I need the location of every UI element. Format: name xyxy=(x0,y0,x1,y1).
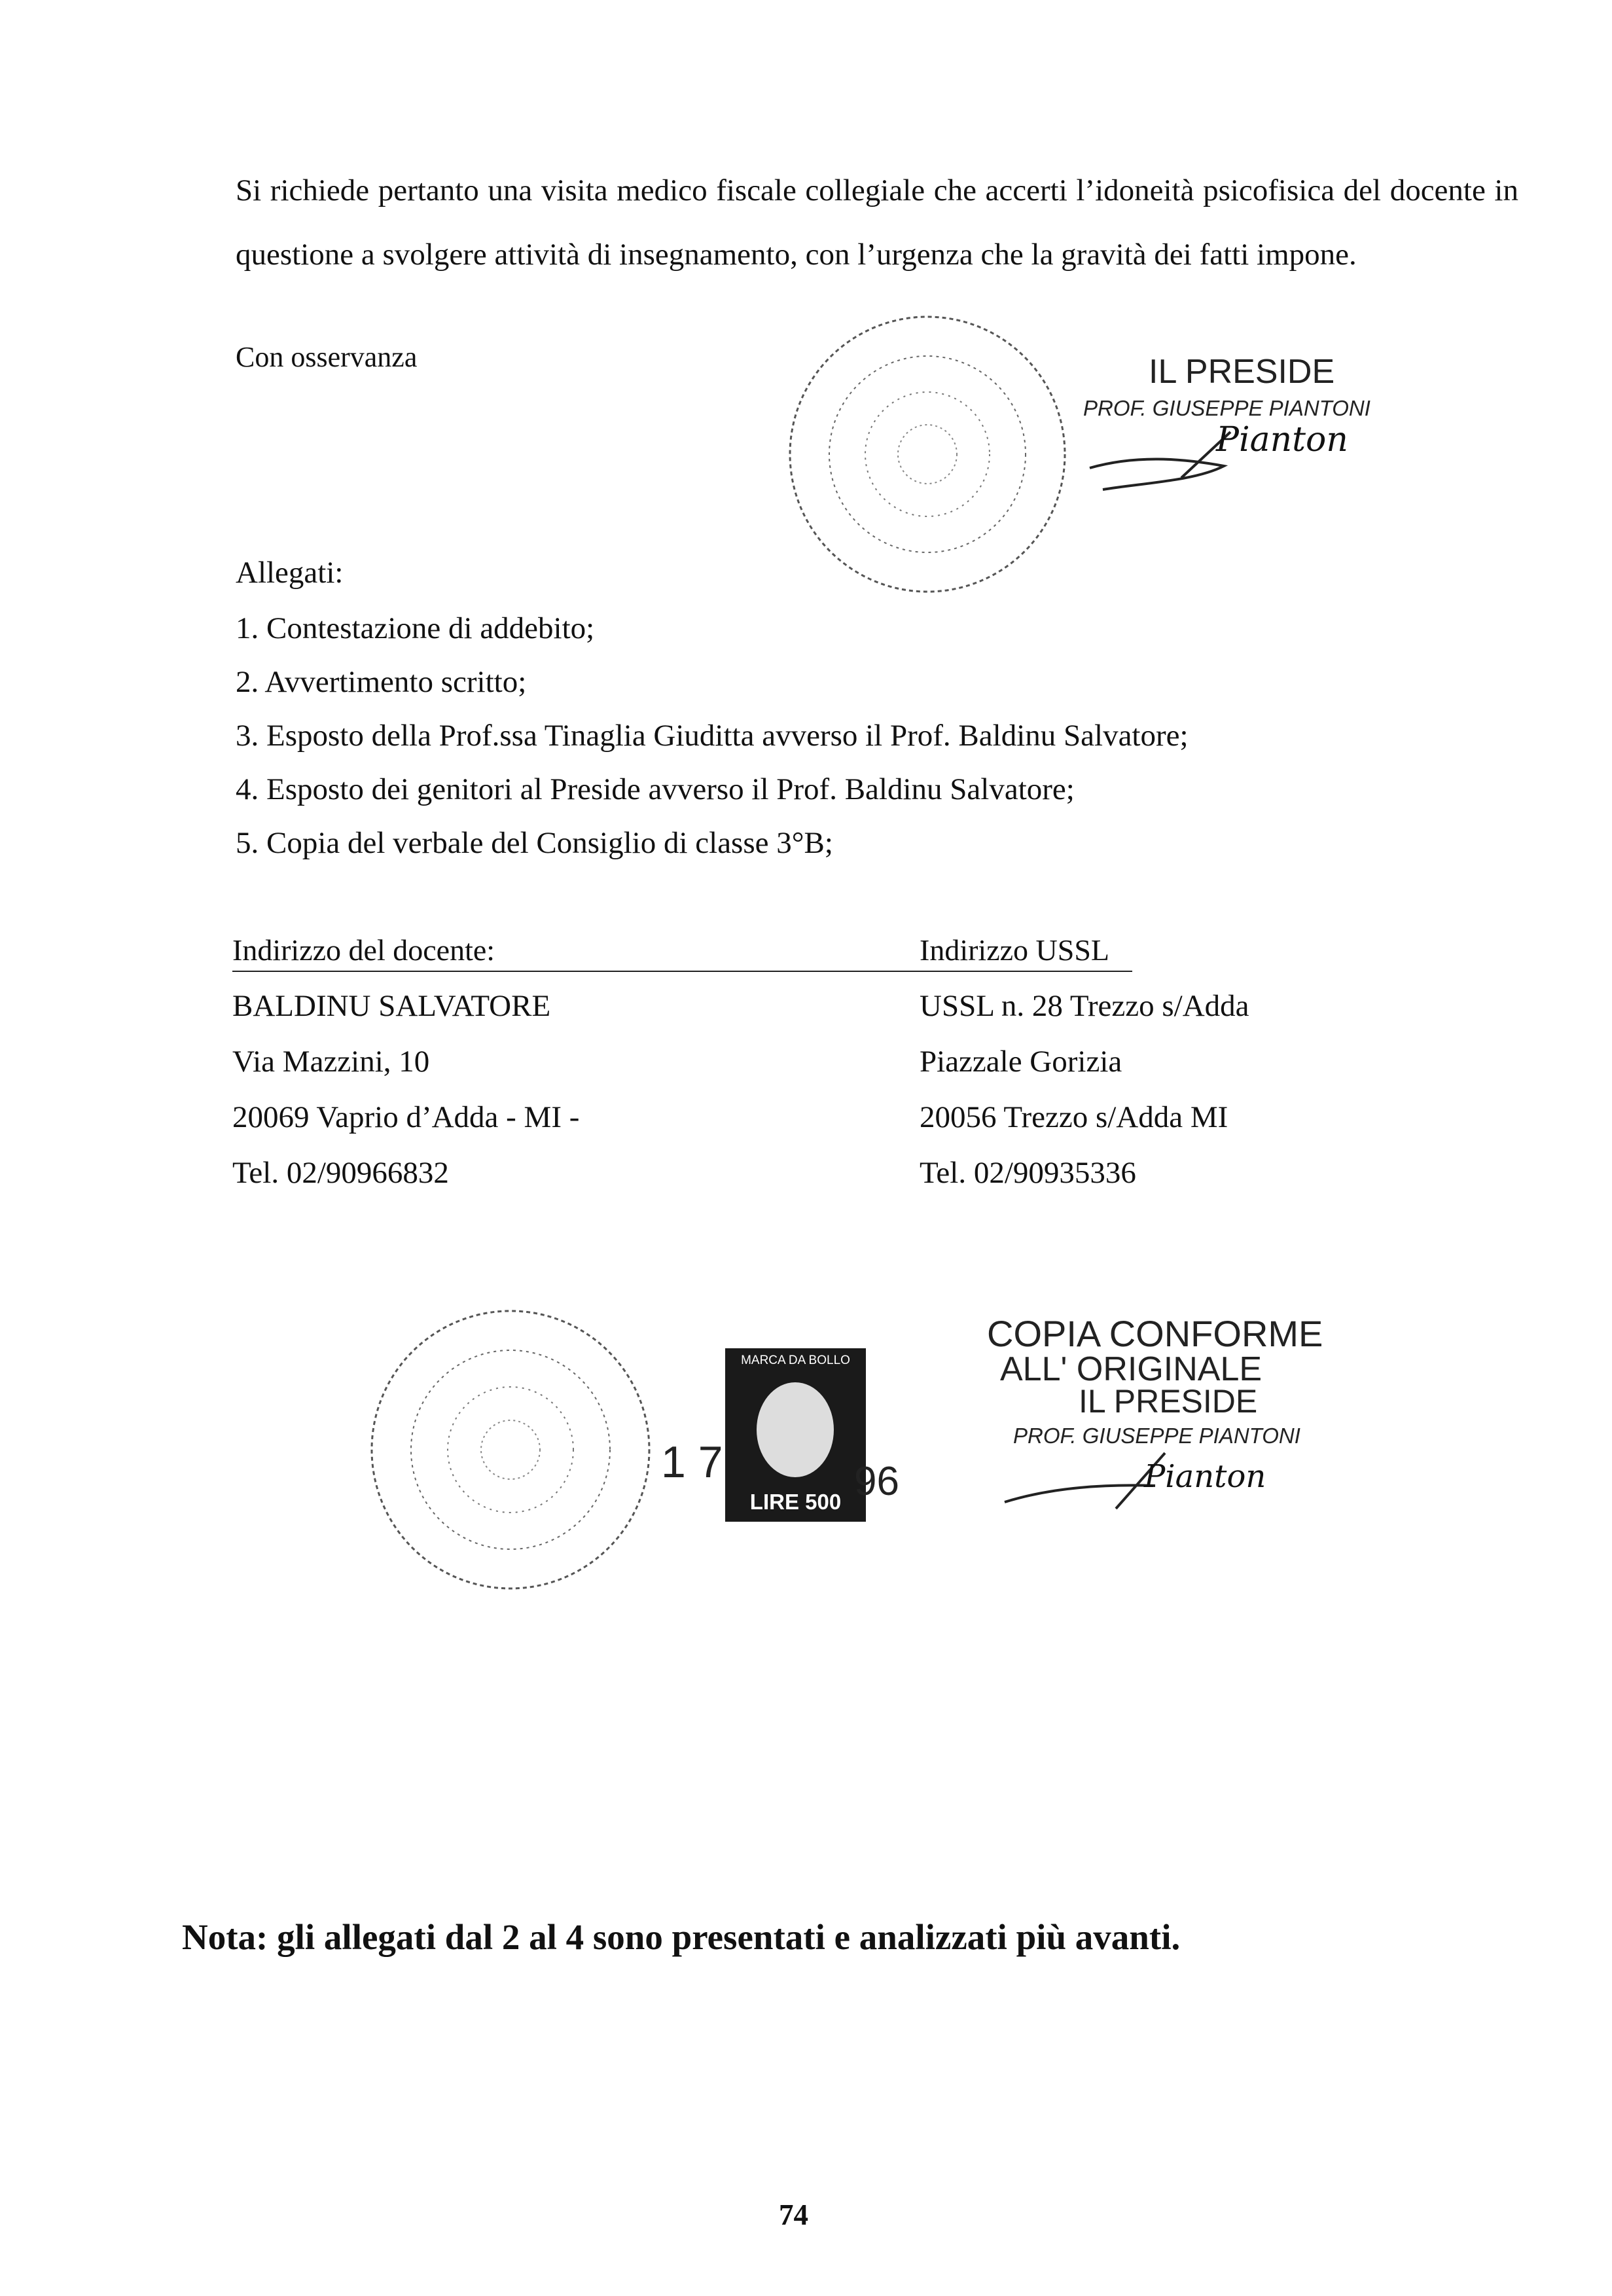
attachment-item-5: 5. Copia del verbale del Consiglio di classe 3°B; xyxy=(236,826,833,860)
attachment-item-3: 3. Esposto della Prof.ssa Tinaglia Giuditta avverso il Prof. Baldinu Salvatore; xyxy=(236,719,1189,753)
school-seal-top xyxy=(782,309,1073,600)
address-divider xyxy=(232,971,1132,972)
certified-copy-line2: ALL' ORIGINALE xyxy=(1000,1350,1263,1388)
revenue-stamp-value: LIRE 500 xyxy=(749,1490,842,1514)
stamp-date-right: 96 xyxy=(854,1459,899,1504)
revenue-stamp-header: MARCA DA BOLLO xyxy=(725,1354,866,1368)
school-seal-bottom xyxy=(363,1302,658,1597)
revenue-stamp-portrait xyxy=(757,1382,834,1477)
certified-copy-line1: COPIA CONFORME xyxy=(987,1313,1323,1354)
page-number: 74 xyxy=(779,2198,808,2231)
teacher-city: 20069 Vaprio d’Adda - MI - xyxy=(232,1100,580,1134)
request-paragraph: Si richiede pertanto una visita medico fiscale collegiale che accerti l’idoneità psicofisica del docente in questione a svolgere attività di insegnamento, con l’urgenza che la gravità dei fatti impone. xyxy=(236,173,1518,272)
ussl-address-heading: Indirizzo USSL xyxy=(920,933,1110,967)
teacher-phone: Tel. 02/90966832 xyxy=(232,1156,449,1190)
attachment-item-2: 2. Avvertimento scritto; xyxy=(236,665,527,699)
teacher-address-heading: Indirizzo del docente: xyxy=(232,933,495,967)
ussl-phone: Tel. 02/90935336 xyxy=(920,1156,1136,1190)
ussl-street: Piazzale Gorizia xyxy=(920,1045,1122,1079)
attachment-item-4: 4. Esposto dei genitori al Preside avverso il Prof. Baldinu Salvatore; xyxy=(236,772,1075,806)
preside-signature: Pianton xyxy=(1216,420,1348,459)
ussl-city: 20056 Trezzo s/Adda MI xyxy=(920,1100,1228,1134)
certified-copy-signature: Pianton xyxy=(1144,1458,1266,1495)
preside-title: IL PRESIDE xyxy=(1149,353,1335,391)
attachments-heading: Allegati: xyxy=(236,556,344,590)
teacher-street: Via Mazzini, 10 xyxy=(232,1045,430,1079)
preside-name: PROF. GIUSEPPE PIANTONI xyxy=(1083,396,1370,420)
certified-copy-line3: IL PRESIDE xyxy=(1079,1383,1258,1420)
footnote: Nota: gli allegati dal 2 al 4 sono presentati e analizzati più avanti. xyxy=(182,1917,1181,1957)
teacher-name: BALDINU SALVATORE xyxy=(232,989,551,1023)
certified-copy-name: PROF. GIUSEPPE PIANTONI xyxy=(1013,1424,1300,1448)
ussl-name: USSL n. 28 Trezzo s/Adda xyxy=(920,989,1249,1023)
revenue-stamp xyxy=(725,1348,866,1522)
closing-text: Con osservanza xyxy=(236,341,418,373)
stamp-date-left: 1 7 xyxy=(661,1437,723,1487)
attachment-item-1: 1. Contestazione di addebito; xyxy=(236,611,595,645)
